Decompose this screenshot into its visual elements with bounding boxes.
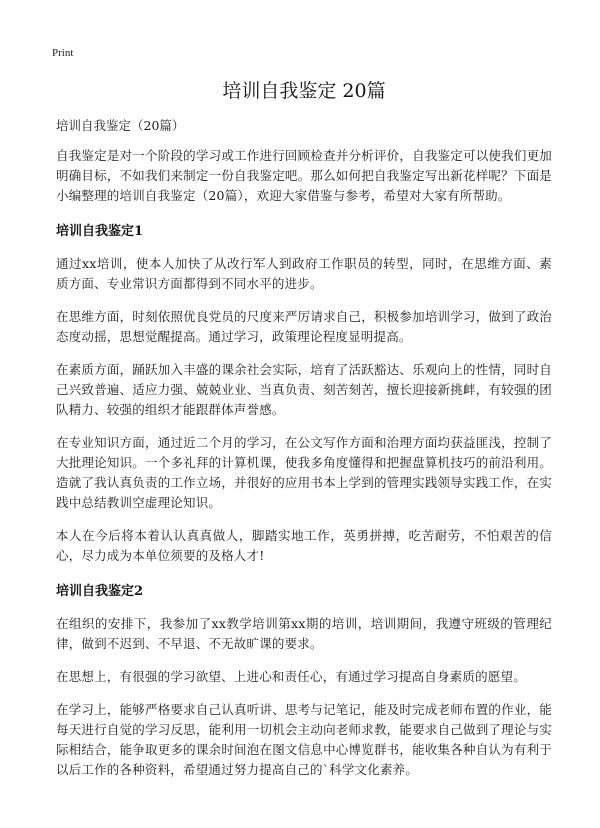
- section-2-paragraph: 在学习上，能够严格要求自己认真听讲、思考与记笔记，能及时完成老师布置的作业，能每天进行自觉的学习反思，能利用一切机会主动向老师求教，能要求自己做到了理论与实际相结合，能争取更多的课余时间泡在图文信息中心博览群书，能收集各种自认为有利于以后工作的各种资料，希望通过努力提高自己的`科学文化素养。: [56, 702, 552, 777]
- section-1-paragraph: 在专业知识方面，通过近二个月的学习，在公文写作方面和治理方面均获益匪浅，控制了大批理论知识。一个多礼拜的计算机课，使我多角度懂得和把握盘算机技巧的前沿利用。造就了我认真负责的工作立场，并很好的应用书本上学到的管理实践领导实践工作，在实践中总结教训空虚理论知识。: [56, 435, 552, 510]
- page-title: 培训自我鉴定 20篇: [222, 80, 386, 102]
- document-subtitle: 培训自我鉴定（20篇）: [56, 118, 185, 133]
- section-heading-2: 培训自我鉴定2: [56, 584, 144, 599]
- section-2-paragraph: 在组织的安排下，我参加了xx教学培训第xx期的培训，培训期间，我遵守班级的管理纪律，做到不迟到、不早退、不无故旷课的要求。: [56, 616, 552, 651]
- section-1-paragraph: 本人在今后将本着认认真真做人，脚踏实地工作，英勇拼搏，吃苦耐劳，不怕艰苦的信心，尽力成为本单位须要的及格人才!: [56, 528, 552, 563]
- intro-paragraph: 自我鉴定是对一个阶段的学习或工作进行回顾检查并分析评价，自我鉴定可以使我们更加明确目标，不如我们来制定一份自我鉴定吧。那么如何把自我鉴定写出新花样呢？下面是小编整理的培训自我鉴定（20篇），欢迎大家借鉴与参考，希望对大家有所帮助。: [56, 148, 552, 203]
- section-2-paragraph: 在思想上，有很强的学习欲望、上进心和责任心，有通过学习提高自身素质的愿望。: [56, 669, 526, 684]
- section-1-paragraph: 在思维方面，时刻依照优良党员的尺度来严厉请求自己，积极参加培训学习，做到了政治态度动摇，思想觉醒提高。通过学习，政策理论程度显明提高。: [56, 309, 552, 344]
- section-1-paragraph: 在素质方面，踊跃加入丰盛的课余社会实际，培育了活跃豁达、乐观向上的性情，同时自己兴致普遍、适应力强、兢兢业业、当真负责、刻苦刻苦，擅长迎接新挑衅，有较强的团队精力、较强的组织才能跟群体声誉感。: [56, 362, 552, 417]
- section-1-paragraph: 通过xx培训，使本人加快了从改行军人到政府工作职员的转型，同时，在思维方面、素质方面、专业常识方面都得到不同水平的进步。: [56, 256, 552, 291]
- document-page: [56, 78, 552, 793]
- print-link[interactable]: Print: [52, 47, 74, 59]
- section-heading-1: 培训自我鉴定1: [56, 224, 144, 239]
